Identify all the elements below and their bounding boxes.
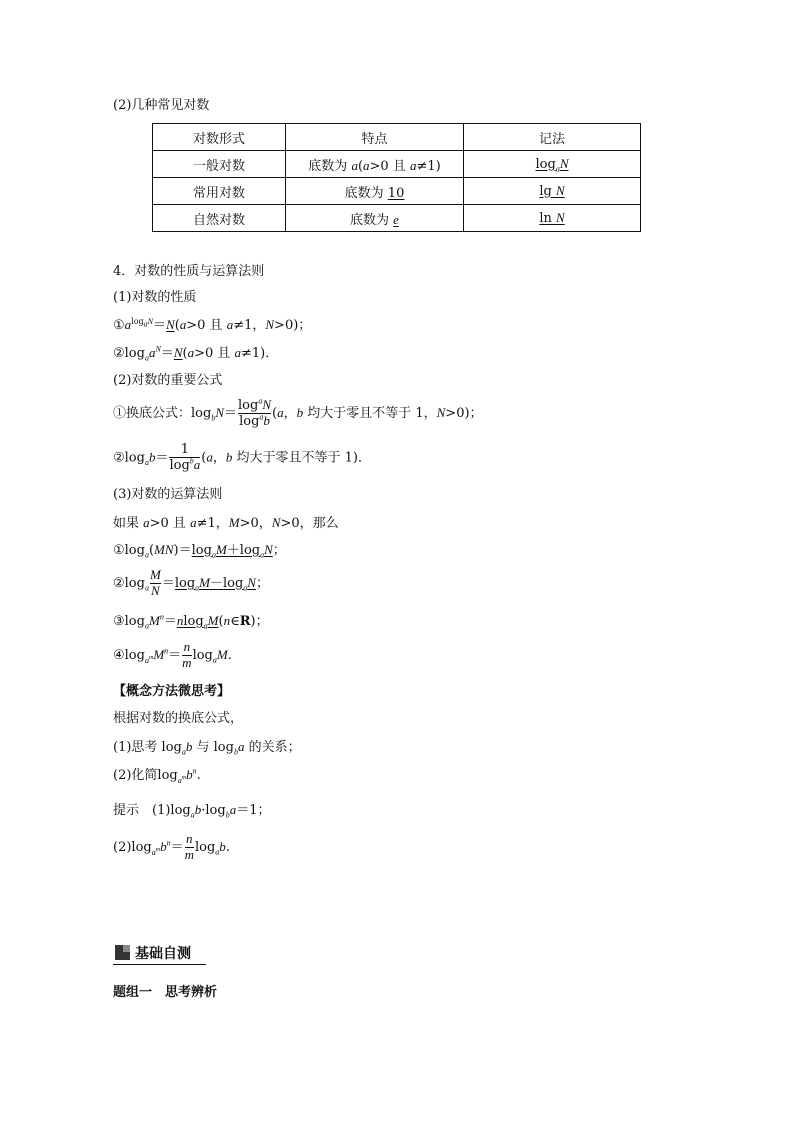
rule-3: $③\log_aM^n=nlog_aM(n\in R)$； [113,612,269,631]
hint-2: $(2)\log_{a^m}b^n=$ $\frac{n}{m}$ $\log_ab$. [113,831,230,862]
rule-2: $②\log_a$ $\frac{M}{N}$ $=\log_aM-\log_aN$； [113,567,269,598]
question-2: (2)化简$\log_{a^m}b^n$. [113,766,201,785]
subsection-formulas: (2)对数的重要公式 [113,373,223,388]
table-row [153,178,641,205]
formula-reciprocal: $②\log_ab=$ $\frac{1}{\log^ba}$ (a，b 均大于零且不等于 1)． [113,442,371,473]
hint-1: 提示 $(1)\log_ab\cdot\log_ba=1$； [113,802,271,820]
log-types-table [152,123,641,232]
table-cell-form: 一般对数 [153,151,286,178]
group-1-title: 题组一 思考辨析 [113,985,218,1000]
table-header-cell: 对数形式 [153,124,286,151]
rule-4: $④\log_{a^m}M^n=$ $\frac{n}{m}$ $\log_aM$. [113,639,232,670]
table-cell-notation: $\log_aN$ [464,151,641,178]
table-header-cell: 记法 [464,124,641,151]
table-cell-feature: 底数为 a(a>0 且 a≠1) [286,151,464,178]
property-2: $②\log_aa^N=N(a>0$ 且 a≠1)． [113,344,279,363]
table-row [153,205,641,232]
table-cell-notation: ln N [464,205,641,232]
rule-1: $①\log_a(MN)=\log_aM+\log_aN$； [113,542,286,560]
section-4-title: 4．对数的性质与运算法则 [113,264,265,279]
table-cell-form: 自然对数 [153,205,286,232]
basic-test-heading [113,942,206,965]
table-cell-feature: 底数为 e [286,205,464,232]
rules-condition: 如果 a>0 且 a≠1，M>0，N>0，那么 [113,515,339,531]
subsection-properties: (1)对数的性质 [113,290,197,305]
subsection-rules: (3)对数的运算法则 [113,487,223,502]
formula-change-of-base: ①换底公式：$\log_bN=$ $\frac{\log^aN}{\log^ab}$ (a，b 均大于零且不等于 1，N>0)； [113,396,483,429]
table-cell-feature: 底数为 10 [286,178,464,205]
section-square-icon [115,945,130,960]
think-intro: 根据对数的换底公式， [113,711,244,726]
table-row [153,151,641,178]
table-cell-form: 常用对数 [153,178,286,205]
section-title: (2)几种常见对数 [113,98,210,113]
think-section-title: 【概念方法微思考】 [113,684,231,699]
question-1: (1)思考 $\log_ab$ 与 $\log_ba$ 的关系； [113,739,301,757]
property-1: $①a^{log_aN}=N(a>0$ 且 a≠1，N>0)； [113,316,312,333]
table-cell-notation: lg N [464,178,641,205]
basic-test-title: 基础自测 [135,946,191,962]
table-header-row [153,124,641,151]
table-header-cell: 特点 [286,124,464,151]
